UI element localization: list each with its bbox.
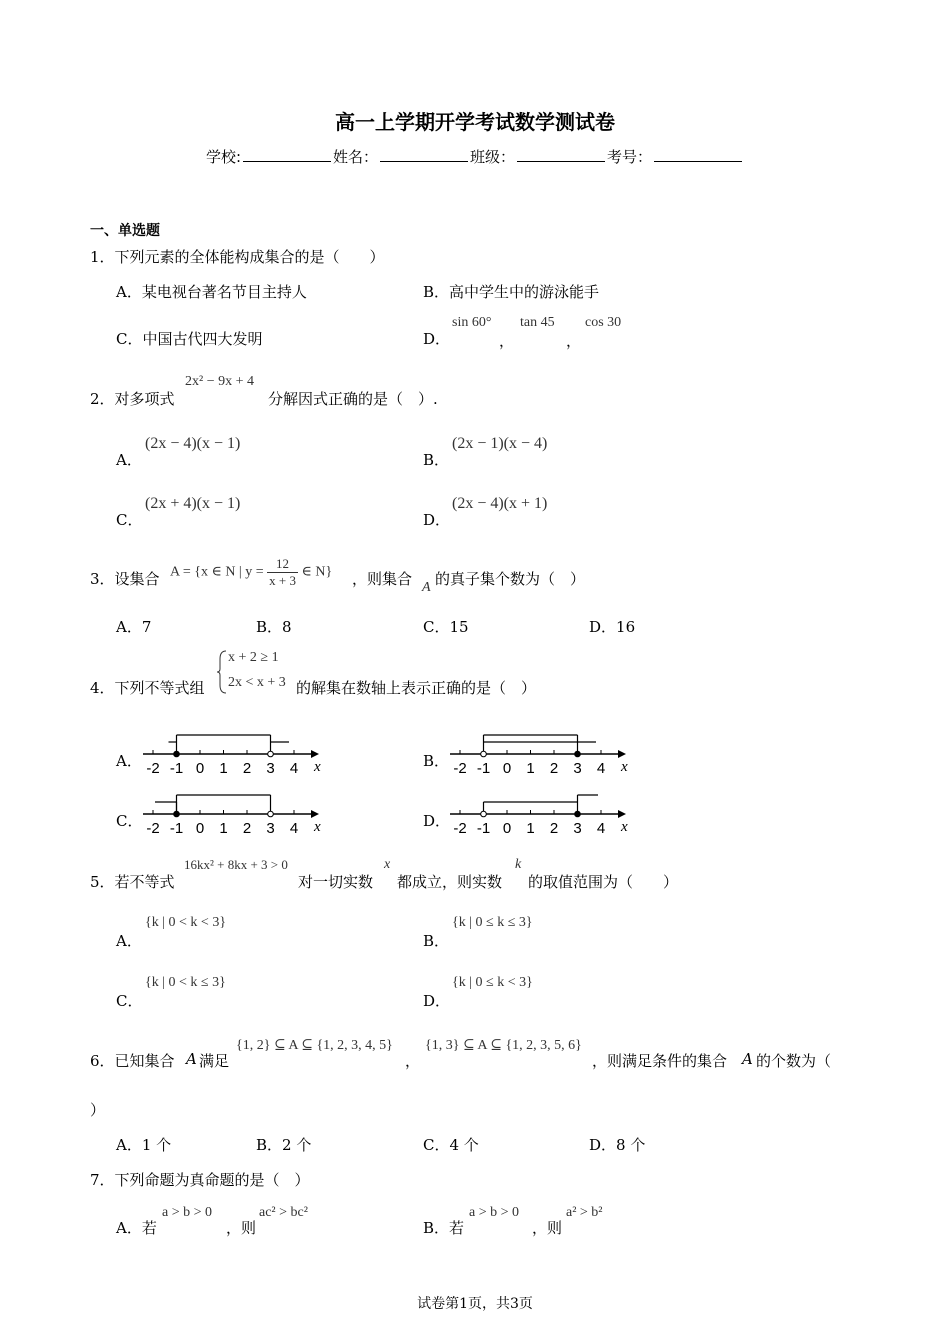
q6-stem-mid2: ，则满足条件的集合 xyxy=(592,1052,728,1070)
axis-arrow-icon xyxy=(311,750,319,758)
q1-d-tan: tan 45 xyxy=(520,315,555,330)
closed-endpoint xyxy=(174,751,180,757)
q4-option-c[interactable]: C． xyxy=(116,812,143,830)
q6-condition-2: {1, 3} ⊆ A ⊆ {1, 2, 3, 5, 6} xyxy=(425,1038,582,1053)
q7-b-then: ，则 xyxy=(532,1219,563,1237)
q3-frac-num: 12 xyxy=(267,556,298,573)
q3-option-c[interactable]: C．15 xyxy=(423,618,469,636)
q7-option-a[interactable]: A．若 xyxy=(116,1219,157,1237)
q1-d-sep2: ， xyxy=(566,332,582,350)
q4-option-a[interactable]: A． xyxy=(116,752,142,770)
axis-variable-label: x xyxy=(621,819,628,835)
q2-b-math: (2x − 1)(x − 4) xyxy=(452,435,548,452)
axis-arrow-icon xyxy=(618,810,626,818)
q6-set-a-2: A xyxy=(742,1050,753,1068)
axis-tick-label: 4 xyxy=(289,760,299,777)
axis-tick-label: 1 xyxy=(526,760,535,777)
q3-set-a: A xyxy=(422,580,431,595)
name-field[interactable] xyxy=(380,147,468,162)
q1-d-sep1: ， xyxy=(499,332,515,350)
q2-d-math: (2x − 4)(x + 1) xyxy=(452,495,548,512)
open-endpoint xyxy=(268,811,274,817)
q5-option-d[interactable]: D． xyxy=(423,992,451,1010)
axis-tick-label: 0 xyxy=(502,820,512,837)
q3-set-expression xyxy=(170,556,332,589)
page-title: 高一上学期开学考试数学测试卷 xyxy=(335,110,615,134)
q4-numberline-b xyxy=(448,729,628,779)
axis-tick-label: 4 xyxy=(596,820,606,837)
axis-tick-label: 1 xyxy=(219,760,228,777)
q2-a-math: (2x − 4)(x − 1) xyxy=(145,435,241,452)
q6-stem-pre: 6．已知集合 xyxy=(90,1052,175,1070)
number-label: 考号： xyxy=(607,148,653,166)
q1-option-c[interactable]: C．中国古代四大发明 xyxy=(116,330,263,348)
q2-polynomial: 2x² − 9x + 4 xyxy=(185,374,254,389)
q5-stem-mid2: 都成立，则实数 xyxy=(397,873,503,891)
q3-option-d[interactable]: D．16 xyxy=(589,618,636,636)
q1-option-a[interactable]: A．某电视台著名节目主持人 xyxy=(116,283,307,301)
q4-stem-pre: 4．下列不等式组 xyxy=(90,679,205,697)
q7-a-then: ，则 xyxy=(226,1219,257,1237)
axis-tick-label: 3 xyxy=(266,760,275,777)
closed-endpoint xyxy=(575,751,581,757)
student-info-line xyxy=(0,146,950,167)
q3-stem-pre: 3．设集合 xyxy=(90,570,160,588)
axis-variable-label: x xyxy=(314,819,321,835)
q3-stem-post: 的真子集个数为（ ） xyxy=(435,570,586,588)
q6-stem-mid1: 满足 xyxy=(199,1052,230,1070)
q3-stem-mid: ，则集合 xyxy=(352,570,413,588)
axis-arrow-icon xyxy=(618,750,626,758)
q6-option-d[interactable]: D．8 个 xyxy=(589,1136,646,1154)
q2-stem-pre: 2．对多项式 xyxy=(90,390,175,408)
class-field[interactable] xyxy=(517,147,605,162)
q6-condition-1: {1, 2} ⊆ A ⊆ {1, 2, 3, 4, 5} xyxy=(236,1038,393,1053)
axis-tick-label: 4 xyxy=(289,820,299,837)
q6-option-c[interactable]: C．4 个 xyxy=(423,1136,479,1154)
axis-tick-label: 2 xyxy=(242,820,252,837)
q4-numberline-a xyxy=(141,729,321,779)
school-label: 学校: xyxy=(205,148,241,166)
q1-d-cos: cos 30 xyxy=(585,315,622,330)
q6-option-b[interactable]: B．2 个 xyxy=(256,1136,312,1154)
q2-option-a[interactable]: A． xyxy=(116,451,142,469)
q7-a-condition: a > b > 0 xyxy=(162,1205,213,1220)
axis-tick-label: -1 xyxy=(169,820,184,837)
q4-inequality-1: x + 2 ≥ 1 xyxy=(228,650,279,665)
q5-var-x: x xyxy=(384,857,391,872)
axis-variable-label: x xyxy=(314,759,321,775)
axis-tick-label: 3 xyxy=(266,820,275,837)
q4-option-b[interactable]: B． xyxy=(423,752,450,770)
section-heading: 一、单选题 xyxy=(90,223,160,239)
q7-b-result: a² > b² xyxy=(566,1205,603,1220)
q4-stem-post: 的解集在数轴上表示正确的是（ ） xyxy=(296,679,537,697)
closed-endpoint xyxy=(174,811,180,817)
axis-tick-label: 0 xyxy=(502,760,512,777)
axis-tick-label: -2 xyxy=(146,760,160,777)
q6-comma: ， xyxy=(405,1052,421,1070)
q1-stem: 1．下列元素的全体能构成集合的是（ ） xyxy=(90,248,385,266)
q3-option-a[interactable]: A．7 xyxy=(116,618,152,636)
axis-tick-label: -2 xyxy=(146,820,160,837)
q2-option-c[interactable]: C． xyxy=(116,511,143,529)
closed-endpoint xyxy=(575,811,581,817)
q5-option-b[interactable]: B． xyxy=(423,932,450,950)
q1-d-label: D． xyxy=(423,330,451,348)
q5-c-math: {k | 0 < k ≤ 3} xyxy=(145,975,226,990)
q5-inequality: 16kx² + 8kx + 3 > 0 xyxy=(184,857,288,872)
q4-inequality-2: 2x < x + 3 xyxy=(228,675,286,690)
q7-option-b[interactable]: B．若 xyxy=(423,1219,465,1237)
axis-tick-label: -2 xyxy=(453,760,467,777)
q3-frac-den: x + 3 xyxy=(269,573,296,588)
open-endpoint xyxy=(268,751,274,757)
number-field[interactable] xyxy=(654,147,742,162)
q7-stem: 7．下列命题为真命题的是（ ） xyxy=(90,1171,310,1189)
q5-stem-pre: 5．若不等式 xyxy=(90,873,175,891)
open-endpoint xyxy=(481,751,487,757)
open-endpoint xyxy=(481,811,487,817)
q5-a-math: {k | 0 < k < 3} xyxy=(145,915,227,930)
q2-option-b[interactable]: B． xyxy=(423,451,450,469)
q4-numberline-d xyxy=(448,789,628,839)
q7-a-result: ac² > bc² xyxy=(259,1205,308,1220)
q6-option-a[interactable]: A．1 个 xyxy=(116,1136,172,1154)
axis-tick-label: 0 xyxy=(195,760,205,777)
q2-option-d[interactable]: D． xyxy=(423,511,451,529)
axis-tick-label: -1 xyxy=(476,820,491,837)
axis-variable-label: x xyxy=(621,759,628,775)
axis-tick-label: 1 xyxy=(526,820,535,837)
axis-tick-label: 2 xyxy=(549,760,559,777)
q5-option-c[interactable]: C． xyxy=(116,992,143,1010)
q6-stem-close: ） xyxy=(90,1101,106,1119)
school-field[interactable] xyxy=(243,147,331,162)
q5-d-math: {k | 0 ≤ k < 3} xyxy=(452,975,533,990)
q1-option-b[interactable]: B．高中学生中的游泳能手 xyxy=(423,283,600,301)
q2-c-math: (2x + 4)(x − 1) xyxy=(145,495,241,512)
q1-d-sin: sin 60° xyxy=(452,315,492,330)
axis-tick-label: 0 xyxy=(195,820,205,837)
q6-set-a-1: A xyxy=(186,1050,197,1068)
q2-stem-post: 分解因式正确的是（ ）. xyxy=(268,390,438,408)
class-label: 班级： xyxy=(470,148,516,166)
axis-tick-label: 4 xyxy=(596,760,606,777)
q3-option-b[interactable]: B．8 xyxy=(256,618,292,636)
q4-system-brace xyxy=(216,649,228,695)
axis-arrow-icon xyxy=(311,810,319,818)
name-label: 姓名： xyxy=(333,148,379,166)
q4-numberline-c xyxy=(141,789,321,839)
axis-tick-label: -1 xyxy=(169,760,184,777)
q3-fraction xyxy=(267,556,298,589)
q1-option-d[interactable] xyxy=(423,328,450,349)
axis-tick-label: 2 xyxy=(242,760,252,777)
axis-tick-label: -2 xyxy=(453,820,467,837)
q5-var-k: k xyxy=(515,857,522,872)
q3-set-left: A = {x ∈ N | y = xyxy=(170,564,264,580)
axis-tick-label: 2 xyxy=(549,820,559,837)
q7-b-condition: a > b > 0 xyxy=(469,1205,520,1220)
axis-tick-label: -1 xyxy=(476,760,491,777)
q3-set-right: ∈ N} xyxy=(301,564,333,580)
q5-option-a[interactable]: A． xyxy=(116,932,142,950)
axis-tick-label: 1 xyxy=(219,820,228,837)
page-footer: 试卷第1页，共3页 xyxy=(417,1296,533,1312)
q6-stem-post: 的个数为（ xyxy=(756,1052,832,1070)
q5-stem-mid1: 对一切实数 xyxy=(298,873,374,891)
axis-tick-label: 3 xyxy=(573,760,582,777)
axis-tick-label: 3 xyxy=(573,820,582,837)
q4-option-d[interactable]: D． xyxy=(423,812,451,830)
q5-stem-post: 的取值范围为（ ） xyxy=(528,873,679,891)
q5-b-math: {k | 0 ≤ k ≤ 3} xyxy=(452,915,533,930)
